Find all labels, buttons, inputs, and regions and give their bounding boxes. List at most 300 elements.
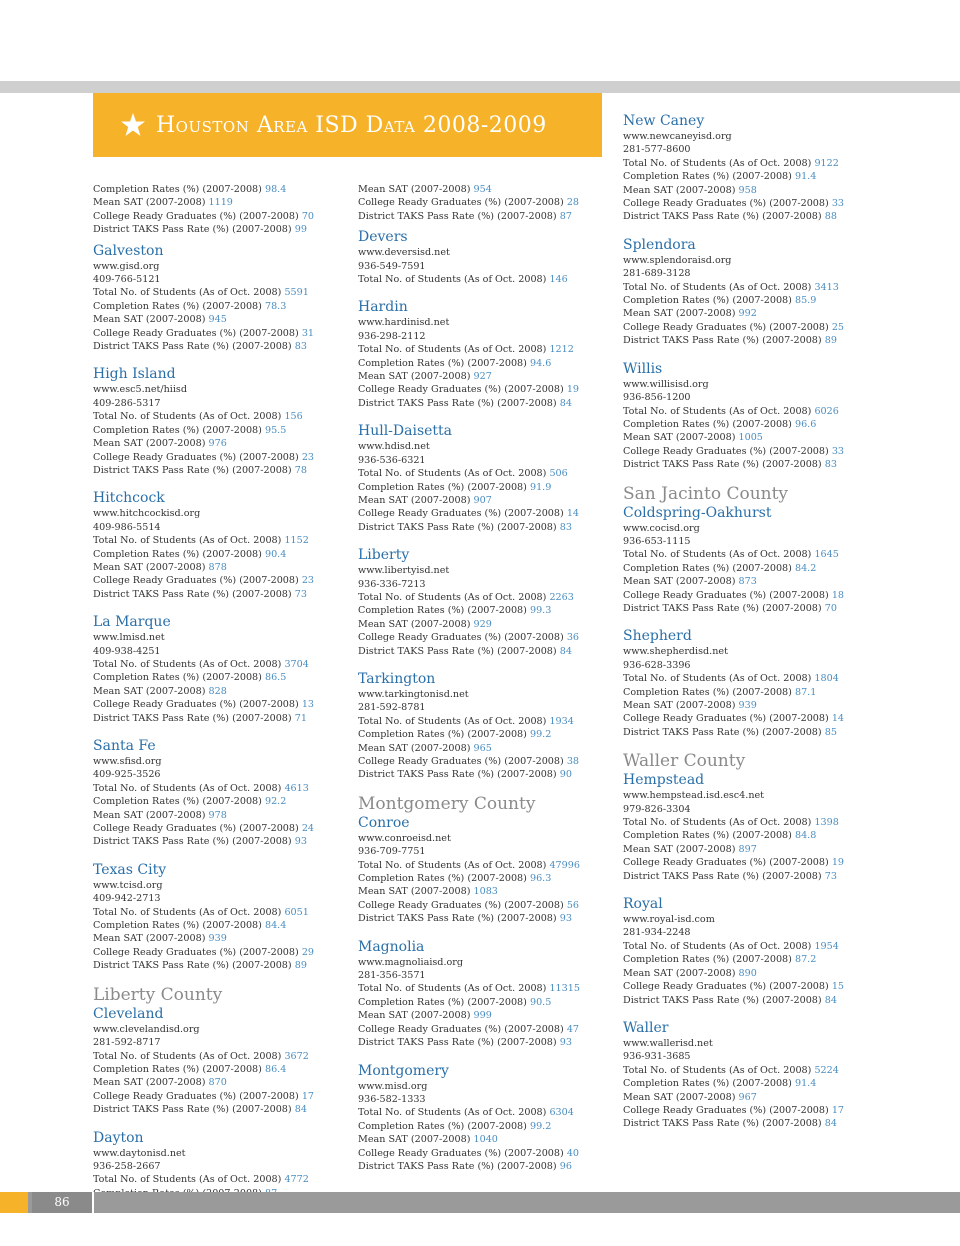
district-name: High Island (93, 366, 176, 383)
row-label: College Ready Graduates (%) (2007-2008) (623, 198, 832, 210)
data-row (358, 845, 608, 858)
row-value: 11315 (549, 983, 580, 995)
row-label: District TAKS Pass Rate (%) (2007-2008) (358, 913, 560, 925)
row-label: Completion Rates (%) (2007-2008) (623, 954, 795, 966)
data-row (93, 340, 343, 353)
row-label: 281-356-3571 (358, 970, 426, 982)
row-label: 936-931-3685 (623, 1051, 691, 1063)
data-row (358, 564, 608, 577)
row-label: Completion Rates (%) (2007-2008) (93, 920, 265, 932)
data-row (358, 397, 608, 410)
row-label: Mean SAT (2007-2008) (623, 184, 739, 196)
row-label: 936-709-7751 (358, 846, 426, 858)
data-row (93, 671, 343, 684)
row-label: District TAKS Pass Rate (%) (2007-2008) (358, 521, 560, 533)
row-label: Total No. of Students (As of Oct. 2008) (93, 1050, 285, 1062)
row-label: District TAKS Pass Rate (%) (2007-2008) (623, 994, 825, 1006)
row-label: District TAKS Pass Rate (%) (2007-2008) (93, 712, 295, 724)
data-row (93, 451, 343, 464)
row-label: College Ready Graduates (%) (2007-2008) (358, 1147, 567, 1159)
row-value: 85 (824, 726, 837, 738)
row-label: www.tcisd.org (93, 879, 163, 891)
row-label: 936-628-3396 (623, 659, 691, 671)
data-row (623, 870, 873, 883)
row-label: 936-336-7213 (358, 578, 426, 590)
row-label: www.willisisd.org (623, 378, 709, 390)
row-value: 907 (473, 494, 492, 506)
row-value: 86.5 (264, 672, 287, 684)
row-value: 878 (208, 561, 227, 573)
data-row (358, 1036, 608, 1049)
row-value: 93 (294, 836, 307, 848)
data-row (623, 843, 873, 856)
district-entry (93, 489, 343, 601)
data-row (93, 698, 343, 711)
row-value: 156 (284, 411, 303, 423)
row-value: 89 (824, 335, 837, 347)
column-left (93, 183, 343, 1212)
row-label: Total No. of Students (As of Oct. 2008) (358, 591, 550, 603)
row-value: 3672 (284, 1050, 309, 1062)
row-label: College Ready Graduates (%) (2007-2008) (623, 981, 832, 993)
row-label: www.misd.org (358, 1080, 428, 1092)
row-label: www.sfisd.org (93, 756, 162, 767)
row-label: College Ready Graduates (%) (2007-2008) (93, 823, 302, 835)
district-name: Tarkington (358, 670, 436, 687)
district-name: Dayton (93, 1129, 144, 1146)
row-value: 23 (301, 575, 315, 587)
data-row (623, 548, 873, 561)
row-label: College Ready Graduates (%) (2007-2008) (93, 946, 302, 958)
row-label: www.hitchcockisd.org (93, 508, 201, 520)
column-right (623, 112, 873, 1143)
row-value: 93 (559, 913, 572, 925)
row-label: www.daytonisd.net (93, 1147, 186, 1159)
data-row (93, 437, 343, 450)
row-label: Total No. of Students (As of Oct. 2008) (358, 344, 550, 356)
data-row (358, 768, 608, 781)
data-row (93, 932, 343, 945)
row-label: www.hardinisd.net (358, 317, 450, 329)
row-value: 897 (738, 843, 757, 855)
data-row (623, 267, 873, 280)
row-value: 1645 (814, 549, 839, 561)
row-label: Mean SAT (2007-2008) (623, 432, 739, 444)
data-row (623, 1104, 873, 1117)
data-row (623, 143, 873, 156)
row-label: Mean SAT (2007-2008) (358, 494, 474, 506)
row-value: 927 (473, 371, 492, 383)
data-row (623, 1077, 873, 1090)
row-value: 84.4 (264, 920, 287, 932)
data-row (623, 431, 873, 444)
row-value: 90.4 (264, 548, 287, 560)
row-value: 6304 (549, 1107, 574, 1119)
data-row (358, 183, 608, 196)
row-value: 1005 (738, 432, 763, 444)
district-name: Royal (623, 896, 663, 913)
row-label: College Ready Graduates (%) (2007-2008) (93, 327, 302, 339)
row-label: www.magnoliaisd.org (358, 956, 464, 968)
row-value: 28 (566, 197, 580, 209)
row-value: 1212 (549, 344, 574, 356)
row-value: 99.3 (529, 605, 552, 617)
row-value: 90.5 (529, 996, 552, 1008)
row-label: District TAKS Pass Rate (%) (2007-2008) (358, 210, 560, 222)
data-row (358, 330, 608, 343)
row-label: Mean SAT (2007-2008) (358, 618, 474, 630)
district-name: Devers (358, 229, 408, 246)
data-row (623, 645, 873, 658)
continued-entry (93, 183, 343, 237)
district-name: New Caney (623, 113, 705, 129)
row-value: 70 (824, 602, 837, 614)
data-row (358, 578, 608, 591)
row-label: Mean SAT (2007-2008) (623, 576, 739, 588)
row-value: 99 (294, 224, 307, 236)
district-name: Waller (623, 1019, 669, 1036)
row-label: College Ready Graduates (%) (2007-2008) (358, 384, 567, 396)
row-label: District TAKS Pass Rate (%) (2007-2008) (93, 341, 295, 353)
data-row (623, 170, 873, 183)
row-label: 936-298-2112 (358, 330, 426, 342)
row-label: Mean SAT (2007-2008) (358, 371, 474, 383)
row-label: Completion Rates (%) (2007-2008) (358, 873, 530, 885)
county-heading: Waller County (623, 751, 746, 772)
row-value: 992 (738, 308, 757, 320)
data-row (93, 906, 343, 919)
row-value: 84 (824, 994, 837, 1006)
row-label: Mean SAT (2007-2008) (358, 1010, 474, 1022)
data-row (358, 1160, 608, 1173)
row-label: District TAKS Pass Rate (%) (2007-2008) (623, 459, 825, 471)
data-row (93, 658, 343, 671)
row-label: Total No. of Students (As of Oct. 2008) (358, 1107, 550, 1119)
data-row (358, 688, 608, 701)
row-value: 90 (559, 769, 572, 781)
data-row (623, 803, 873, 816)
row-label: Completion Rates (%) (2007-2008) (358, 996, 530, 1008)
data-row (93, 946, 343, 959)
data-row (93, 574, 343, 587)
data-row (358, 728, 608, 741)
row-label: 281-934-2248 (623, 927, 691, 939)
row-label: Mean SAT (2007-2008) (93, 438, 209, 450)
row-label: 936-653-1115 (623, 535, 691, 547)
row-label: 409-938-4251 (93, 645, 161, 657)
district-entry (623, 112, 873, 224)
row-label: Total No. of Students (As of Oct. 2008) (93, 1174, 285, 1186)
row-label: District TAKS Pass Rate (%) (2007-2008) (623, 726, 825, 738)
data-row (358, 982, 608, 995)
row-value: 9122 (814, 157, 839, 169)
district-entry (623, 504, 873, 616)
data-row (93, 183, 343, 196)
row-value: 978 (208, 809, 227, 821)
data-row (358, 1009, 608, 1022)
data-row (93, 210, 343, 223)
row-value: 1083 (473, 886, 498, 898)
county-heading: Liberty County (93, 984, 223, 1005)
data-row (623, 1050, 873, 1063)
data-row (358, 196, 608, 209)
data-row (358, 343, 608, 356)
district-name: Splendora (623, 236, 696, 253)
row-label: 281-689-3128 (623, 268, 691, 280)
row-label: Completion Rates (%) (2007-2008) (93, 424, 265, 436)
data-row (358, 440, 608, 453)
row-label: Total No. of Students (As of Oct. 2008) (93, 287, 285, 299)
data-row (358, 859, 608, 872)
row-label: Total No. of Students (As of Oct. 2008) (623, 281, 815, 293)
data-row (358, 494, 608, 507)
row-value: 17 (831, 1104, 845, 1116)
data-row (93, 919, 343, 932)
data-row (93, 1173, 343, 1186)
row-label: Mean SAT (2007-2008) (93, 561, 209, 573)
row-label: www.hempstead.isd.esc4.net (623, 790, 765, 802)
row-label: College Ready Graduates (%) (2007-2008) (358, 632, 567, 644)
data-row (623, 405, 873, 418)
row-value: 4772 (284, 1174, 309, 1186)
row-value: 33 (831, 198, 845, 210)
data-row (623, 1117, 873, 1130)
row-label: District TAKS Pass Rate (%) (2007-2008) (93, 464, 295, 476)
data-row (623, 535, 873, 548)
row-label: Completion Rates (%) (2007-2008) (623, 418, 795, 430)
data-row (623, 1037, 873, 1050)
row-value: 17 (301, 1090, 315, 1102)
row-label: College Ready Graduates (%) (2007-2008) (623, 857, 832, 869)
district-entry (358, 228, 608, 286)
data-row (93, 300, 343, 313)
data-row (358, 885, 608, 898)
row-value: 939 (738, 700, 757, 711)
row-label: Completion Rates (%) (2007-2008) (93, 672, 265, 684)
data-row (623, 789, 873, 802)
row-value: 38 (566, 756, 580, 767)
row-value: 89 (294, 960, 307, 972)
row-label: Total No. of Students (As of Oct. 2008) (623, 405, 815, 417)
data-row (358, 701, 608, 714)
district-name: Shepherd (623, 628, 692, 645)
district-entry (623, 627, 873, 739)
row-label: Mean SAT (2007-2008) (93, 685, 209, 697)
row-label: Mean SAT (2007-2008) (623, 967, 739, 979)
row-value: 84.2 (794, 562, 817, 574)
data-row (358, 645, 608, 658)
data-row (623, 816, 873, 829)
row-value: 24 (301, 823, 315, 835)
row-value: 1152 (284, 535, 309, 547)
row-value: 945 (208, 314, 227, 326)
data-row (93, 507, 343, 520)
data-row (93, 1160, 343, 1173)
row-label: Total No. of Students (As of Oct. 2008) (623, 549, 815, 561)
data-row (358, 481, 608, 494)
data-row (623, 602, 873, 615)
row-label: Completion Rates (%) (2007-2008) (93, 548, 265, 560)
district-name: Hitchcock (93, 490, 165, 507)
row-label: Total No. of Students (As of Oct. 2008) (93, 782, 285, 794)
district-entry (93, 1129, 343, 1201)
row-label: College Ready Graduates (%) (2007-2008) (358, 1023, 567, 1035)
row-value: 47996 (549, 859, 580, 871)
row-value: 506 (549, 468, 568, 480)
row-value: 1119 (208, 197, 233, 209)
row-label: Completion Rates (%) (2007-2008) (623, 1078, 795, 1090)
row-label: 281-592-8781 (358, 702, 426, 714)
data-row (93, 1063, 343, 1076)
data-row (93, 959, 343, 972)
data-row (93, 712, 343, 725)
data-row (358, 246, 608, 259)
row-value: 87 (559, 210, 572, 222)
district-entry (93, 861, 343, 973)
row-label: College Ready Graduates (%) (2007-2008) (358, 508, 567, 520)
district-entry (93, 613, 343, 725)
data-row (623, 562, 873, 575)
row-label: Total No. of Students (As of Oct. 2008) (93, 658, 285, 670)
row-value: 15 (831, 981, 845, 993)
row-label: Total No. of Students (As of Oct. 2008) (623, 157, 815, 169)
row-label: District TAKS Pass Rate (%) (2007-2008) (358, 1037, 560, 1049)
row-label: District TAKS Pass Rate (%) (2007-2008) (358, 769, 560, 781)
row-value: 19 (566, 384, 580, 396)
district-entry (93, 737, 343, 849)
row-value: 78 (294, 464, 307, 476)
data-row (358, 273, 608, 286)
row-label: College Ready Graduates (%) (2007-2008) (358, 197, 567, 209)
row-label: Completion Rates (%) (2007-2008) (93, 1063, 265, 1075)
row-label: District TAKS Pass Rate (%) (2007-2008) (623, 870, 825, 882)
row-label: College Ready Graduates (%) (2007-2008) (358, 756, 567, 767)
row-label: www.tarkingtonisd.net (358, 688, 469, 700)
data-row (623, 672, 873, 685)
data-row (623, 726, 873, 739)
row-value: 47 (566, 1023, 580, 1035)
row-value: 98.4 (264, 184, 287, 195)
data-row (93, 273, 343, 286)
row-value: 96.6 (794, 418, 817, 430)
district-entry (358, 422, 608, 534)
data-row (623, 157, 873, 170)
district-entry (93, 365, 343, 477)
row-label: Total No. of Students (As of Oct. 2008) (358, 274, 550, 286)
row-value: 5224 (814, 1064, 839, 1076)
row-label: Total No. of Students (As of Oct. 2008) (358, 983, 550, 995)
row-label: Mean SAT (2007-2008) (623, 843, 739, 855)
district-entry (623, 236, 873, 348)
row-value: 976 (208, 438, 227, 450)
row-label: www.gisd.org (93, 260, 160, 272)
data-row (93, 196, 343, 209)
data-row (93, 755, 343, 768)
data-row (358, 956, 608, 969)
row-label: College Ready Graduates (%) (2007-2008) (623, 589, 832, 601)
row-value: 958 (738, 184, 757, 196)
data-row (623, 210, 873, 223)
row-label: Total No. of Students (As of Oct. 2008) (358, 859, 550, 871)
row-label: College Ready Graduates (%) (2007-2008) (93, 451, 302, 463)
row-value: 99.2 (529, 1120, 552, 1132)
row-value: 3704 (284, 658, 309, 670)
data-row (358, 1023, 608, 1036)
row-label: Completion Rates (%) (2007-2008) (623, 562, 795, 574)
row-value: 828 (208, 685, 227, 697)
data-row (623, 294, 873, 307)
data-row (93, 548, 343, 561)
data-row (93, 410, 343, 423)
data-row (358, 715, 608, 728)
data-row (623, 418, 873, 431)
row-label: www.splendoraisd.org (623, 254, 732, 266)
row-label: Completion Rates (%) (2007-2008) (623, 295, 795, 307)
data-row (623, 458, 873, 471)
row-value: 84.8 (794, 830, 817, 842)
data-row (358, 383, 608, 396)
row-value: 84 (559, 645, 572, 657)
row-value: 19 (831, 857, 845, 869)
footer-bar (0, 1192, 960, 1213)
row-value: 5591 (284, 287, 309, 299)
row-label: www.wallerisd.net (623, 1037, 713, 1049)
district-entry (623, 771, 873, 883)
row-value: 13 (301, 699, 315, 711)
row-value: 33 (831, 445, 845, 457)
row-value: 73 (824, 870, 837, 882)
row-label: www.hdisd.net (358, 441, 430, 453)
row-label: District TAKS Pass Rate (%) (2007-2008) (358, 397, 560, 409)
row-label: 409-766-5121 (93, 274, 161, 286)
row-label: 936-856-1200 (623, 392, 691, 404)
row-value: 83 (559, 521, 572, 533)
data-row (358, 1147, 608, 1160)
district-name: Liberty (358, 547, 410, 564)
row-label: District TAKS Pass Rate (%) (2007-2008) (93, 836, 295, 848)
row-value: 93 (559, 1037, 572, 1049)
row-label: Completion Rates (%) (2007-2008) (93, 796, 265, 808)
data-row (358, 454, 608, 467)
data-row (623, 953, 873, 966)
row-value: 95.5 (264, 424, 287, 436)
row-label: Completion Rates (%) (2007-2008) (623, 686, 795, 698)
row-label: College Ready Graduates (%) (2007-2008) (93, 699, 302, 711)
district-entry (358, 546, 608, 658)
row-label: www.shepherdisd.net (623, 646, 728, 658)
row-label: 936-258-2667 (93, 1160, 161, 1172)
district-entry (93, 242, 343, 354)
row-label: District TAKS Pass Rate (%) (2007-2008) (623, 602, 825, 614)
row-label: College Ready Graduates (%) (2007-2008) (623, 321, 832, 333)
data-row (93, 631, 343, 644)
row-label: College Ready Graduates (%) (2007-2008) (93, 1090, 302, 1102)
row-label: Completion Rates (%) (2007-2008) (358, 357, 530, 369)
page-title: Houston Area ISD Data 2008-2009 (156, 112, 547, 138)
district-name: Conroe (358, 814, 410, 831)
data-row (93, 892, 343, 905)
data-row (623, 589, 873, 602)
data-row (93, 223, 343, 236)
district-entry (623, 360, 873, 472)
row-label: www.lmisd.net (93, 632, 165, 644)
row-value: 4613 (284, 782, 309, 794)
data-row (358, 832, 608, 845)
row-label: Mean SAT (2007-2008) (358, 742, 474, 754)
row-label: Completion Rates (%) (2007-2008) (358, 729, 530, 741)
row-label: www.newcaneyisd.org (623, 131, 732, 142)
row-value: 85.9 (794, 295, 817, 307)
